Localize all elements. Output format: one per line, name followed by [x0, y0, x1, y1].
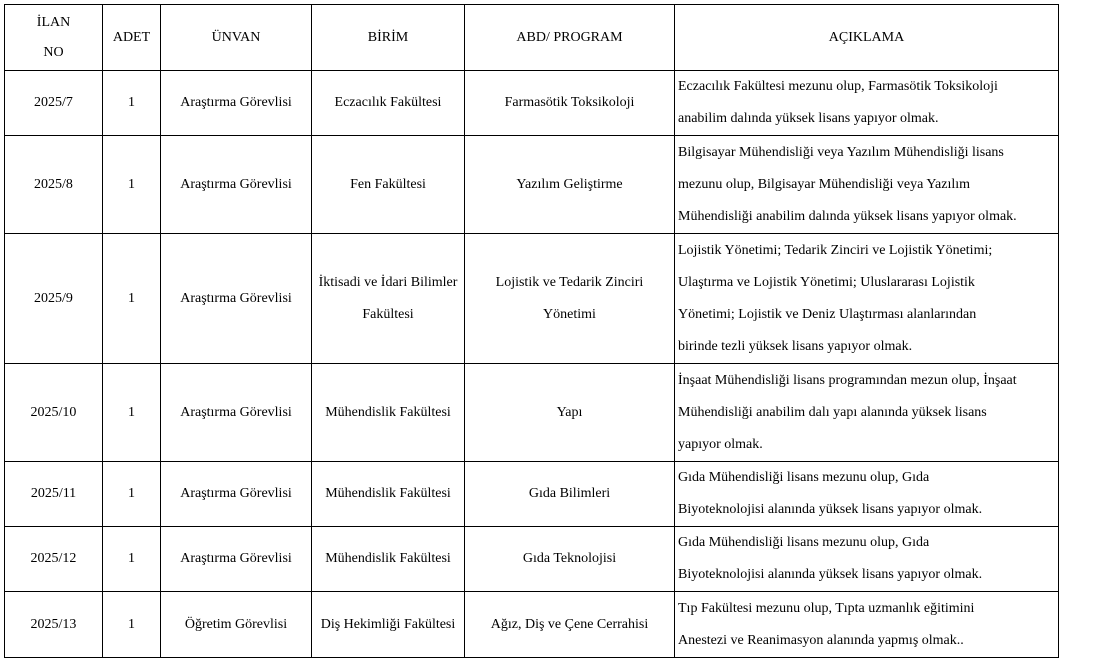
table-row [5, 462, 1059, 527]
table-row [5, 592, 1059, 658]
cell-adet-line: 1 [128, 95, 135, 110]
cell-birim-line: Diş Hekimliği Fakültesi [320, 616, 456, 632]
cell-unvan-line: Araştırma Görevlisi [180, 290, 292, 306]
cell-aciklama-line: Mühendisliği anabilim dalı yapı alanında yüksek lisans [678, 404, 987, 420]
cell-unvan [161, 71, 312, 136]
cell-program-line: Ağız, Diş ve Çene Cerrahisi [490, 616, 649, 632]
cell-ilan-no [5, 136, 103, 234]
cell-ilan-no [5, 592, 103, 658]
cell-ilan-no [5, 364, 103, 462]
table-row [5, 364, 1059, 462]
cell-aciklama-line: Yönetimi; Lojistik ve Deniz Ulaştırması alanlarından [678, 306, 977, 322]
cell-program [465, 364, 675, 462]
cell-aciklama [675, 234, 1059, 364]
cell-birim-line: Mühendislik Fakültesi [325, 551, 451, 566]
cell-adet [103, 136, 161, 234]
cell-aciklama-line: mezunu olup, Bilgisayar Mühendisliği veya Yazılım [678, 176, 971, 192]
cell-ilan-no-line: 2025/12 [30, 551, 77, 566]
cell-aciklama-line: Biyoteknolojisi alanında yüksek lisans yapıyor olmak. [678, 567, 983, 582]
header-ilan-no-line2: NO [43, 44, 64, 60]
cell-unvan-line: Öğretim Görevlisi [184, 616, 288, 632]
cell-program-line: Lojistik ve Tedarik Zinciri [495, 274, 644, 290]
cell-adet-line: 1 [128, 551, 135, 566]
cell-program [465, 71, 675, 136]
cell-program [465, 527, 675, 592]
cell-ilan-no-line: 2025/8 [34, 176, 73, 192]
cell-ilan-no-line: 2025/11 [30, 486, 77, 501]
cell-adet [103, 592, 161, 658]
cell-aciklama-line: anabilim dalında yüksek lisans yapıyor olmak. [678, 111, 939, 126]
cell-aciklama [675, 364, 1059, 462]
cell-adet-line: 1 [128, 290, 135, 306]
cell-aciklama [675, 462, 1059, 527]
cell-program-line: Yazılım Geliştirme [516, 176, 623, 192]
cell-adet [103, 527, 161, 592]
cell-birim [312, 462, 465, 527]
cell-program [465, 234, 675, 364]
cell-ilan-no-line: 2025/10 [30, 404, 77, 420]
cell-birim [312, 136, 465, 234]
cell-aciklama-line: Mühendisliği anabilim dalında yüksek lisans yapıyor olmak. [678, 208, 1017, 224]
cell-program [465, 462, 675, 527]
cell-adet-line: 1 [128, 176, 135, 192]
cell-adet-line: 1 [128, 486, 135, 501]
cell-program-line: Gıda Bilimleri [528, 486, 611, 501]
cell-aciklama-line: Gıda Mühendisliği lisans mezunu olup, Gıda [678, 470, 930, 485]
cell-adet-line: 1 [128, 616, 135, 632]
cell-birim [312, 364, 465, 462]
cell-birim-line: Eczacılık Fakültesi [334, 95, 442, 110]
cell-unvan [161, 364, 312, 462]
table-row [5, 136, 1059, 234]
cell-adet [103, 71, 161, 136]
cell-adet [103, 462, 161, 527]
cell-aciklama-line: Eczacılık Fakültesi mezunu olup, Farmasötik Toksikoloji [678, 79, 998, 94]
cell-unvan-line: Araştırma Görevlisi [180, 486, 292, 501]
cell-ilan-no-line: 2025/9 [34, 290, 73, 306]
cell-aciklama-line: Gıda Mühendisliği lisans mezunu olup, Gıda [678, 535, 930, 550]
cell-program [465, 136, 675, 234]
cell-unvan [161, 462, 312, 527]
cell-unvan [161, 136, 312, 234]
cell-program [465, 592, 675, 658]
cell-birim [312, 234, 465, 364]
cell-aciklama-line: Biyoteknolojisi alanında yüksek lisans yapıyor olmak. [678, 502, 983, 517]
cell-aciklama [675, 71, 1059, 136]
cell-aciklama-line: yapıyor olmak. [678, 436, 763, 452]
cell-birim-line: Fakültesi [362, 306, 414, 322]
cell-unvan-line: Araştırma Görevlisi [180, 95, 292, 110]
cell-unvan [161, 527, 312, 592]
header-abd-program: ABD/ PROGRAM [465, 5, 675, 71]
cell-birim-line: İktisadi ve İdari Bilimler [318, 274, 458, 290]
cell-adet-line: 1 [128, 404, 135, 420]
header-ilan-no [5, 5, 103, 71]
table-row [5, 234, 1059, 364]
cell-program-line: Farmasötik Toksikoloji [504, 95, 635, 110]
header-row [5, 5, 1059, 71]
cell-program-line: Gıda Teknolojisi [522, 551, 617, 566]
cell-program-line: Yapı [556, 404, 583, 420]
cell-aciklama [675, 592, 1059, 658]
cell-adet [103, 234, 161, 364]
cell-ilan-no-line: 2025/7 [34, 95, 73, 110]
header-birim: BİRİM [312, 5, 465, 71]
cell-unvan-line: Araştırma Görevlisi [180, 551, 292, 566]
cell-unvan-line: Araştırma Görevlisi [180, 176, 292, 192]
cell-unvan [161, 234, 312, 364]
ilan-table [4, 4, 1059, 658]
cell-ilan-no-line: 2025/13 [30, 616, 77, 632]
header-unvan: ÜNVAN [161, 5, 312, 71]
cell-birim-line: Mühendislik Fakültesi [325, 404, 451, 420]
cell-program-line: Yönetimi [543, 306, 596, 322]
table-row [5, 527, 1059, 592]
cell-aciklama-line: Tıp Fakültesi mezunu olup, Tıpta uzmanlık eğitimini [678, 600, 975, 616]
cell-aciklama-line: Bilgisayar Mühendisliği veya Yazılım Mühendisliği lisans [678, 144, 1004, 160]
cell-unvan [161, 592, 312, 658]
cell-aciklama-line: Ulaştırma ve Lojistik Yönetimi; Uluslararası Lojistik [678, 274, 975, 290]
cell-birim [312, 592, 465, 658]
cell-aciklama-line: birinde tezli yüksek lisans yapıyor olmak. [678, 338, 913, 354]
cell-ilan-no [5, 234, 103, 364]
cell-unvan-line: Araştırma Görevlisi [180, 404, 292, 420]
cell-birim [312, 527, 465, 592]
cell-birim-line: Fen Fakültesi [350, 176, 426, 192]
cell-ilan-no [5, 462, 103, 527]
cell-ilan-no [5, 71, 103, 136]
cell-adet [103, 364, 161, 462]
header-ilan-no-line1: İLAN [36, 14, 71, 30]
header-adet: ADET [103, 5, 161, 71]
cell-aciklama [675, 136, 1059, 234]
cell-birim-line: Mühendislik Fakültesi [325, 486, 451, 501]
cell-aciklama [675, 527, 1059, 592]
cell-aciklama-line: İnşaat Mühendisliği lisans programından mezun olup, İnşaat [678, 372, 1017, 388]
cell-birim [312, 71, 465, 136]
table-row [5, 71, 1059, 136]
cell-ilan-no [5, 527, 103, 592]
cell-aciklama-line: Anestezi ve Reanimasyon alanında yapmış olmak.. [678, 632, 964, 648]
header-aciklama: AÇIKLAMA [675, 5, 1059, 71]
cell-aciklama-line: Lojistik Yönetimi; Tedarik Zinciri ve Lojistik Yönetimi; [678, 242, 993, 258]
